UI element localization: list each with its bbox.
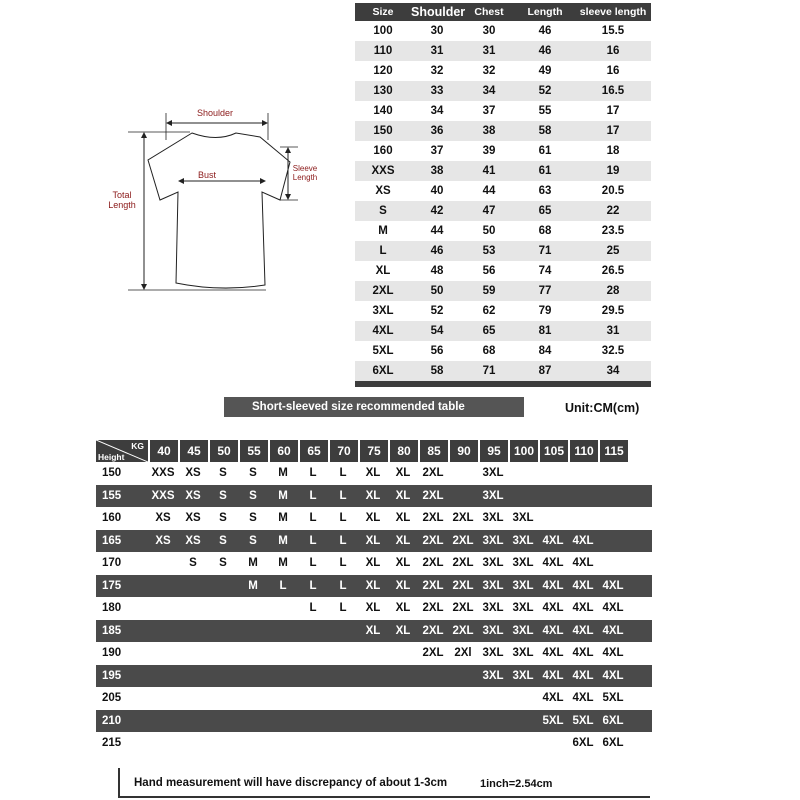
height-cell: 185 <box>102 624 122 637</box>
recommend-size-cell: S <box>219 489 227 502</box>
recommend-size-cell: 2XL <box>422 624 444 637</box>
size-cell-shoulder: 42 <box>430 205 444 217</box>
size-cell-chest: 44 <box>482 185 496 197</box>
recommend-size-cell: XS <box>185 534 201 547</box>
recommend-size-cell: 3XL <box>482 557 504 570</box>
size-cell-shoulder: 32 <box>430 65 444 77</box>
size-cell-length: 68 <box>538 225 552 237</box>
weight-header: 105 <box>538 440 568 462</box>
size-cell-sleeve-length: 16 <box>606 45 620 57</box>
recommend-size-cell: 2XL <box>422 467 444 480</box>
recommend-size-cell: 2XL <box>452 602 474 615</box>
height-cell: 180 <box>102 602 122 615</box>
inch-conversion: 1inch=2.54cm <box>480 778 553 790</box>
size-cell-shoulder: 52 <box>430 305 444 317</box>
recommend-size-cell: 2XL <box>452 624 474 637</box>
size-row <box>355 221 651 241</box>
size-cell-chest: 47 <box>482 205 496 217</box>
recommend-size-cell: 4XL <box>542 557 564 570</box>
recommend-size-cell: 2Xl <box>454 647 472 660</box>
recommend-size-cell: XL <box>395 557 411 570</box>
recommend-size-cell: 4XL <box>542 669 564 682</box>
size-row <box>355 181 651 201</box>
total-length-label <box>103 190 141 210</box>
header-size: Size <box>372 6 394 18</box>
recommend-size-cell: 2XL <box>452 534 474 547</box>
size-row <box>355 121 651 141</box>
recommend-size-cell: 3XL <box>482 467 504 480</box>
size-cell-length: 74 <box>538 265 552 277</box>
weight-header: 95 <box>478 440 508 462</box>
recommend-header-row <box>96 440 652 462</box>
recommend-row <box>96 552 652 575</box>
size-row <box>355 241 651 261</box>
recommend-table-banner: Short-sleeved size recommended table <box>224 397 524 417</box>
size-cell-sleeve-length: 34 <box>606 365 620 377</box>
recommend-size-cell: 4XL <box>572 579 594 592</box>
recommend-size-cell: S <box>249 489 257 502</box>
recommend-size-cell: M <box>248 579 258 592</box>
recommend-row <box>96 575 652 598</box>
recommend-size-cell: 3XL <box>482 647 504 660</box>
size-cell-shoulder: 40 <box>430 185 444 197</box>
recommend-size-cell: 4XL <box>542 624 564 637</box>
recommend-size-cell: S <box>189 557 197 570</box>
recommend-size-cell: 4XL <box>542 692 564 705</box>
recommend-size-cell: 2XL <box>422 647 444 660</box>
recommend-size-cell: 4XL <box>542 534 564 547</box>
size-cell-chest: 31 <box>482 45 496 57</box>
corner-kg: KG <box>131 441 144 451</box>
height-cell: 215 <box>102 737 122 750</box>
recommend-size-cell: 4XL <box>572 624 594 637</box>
size-cell-shoulder: 48 <box>430 265 444 277</box>
size-cell-sleeve-length: 28 <box>606 285 620 297</box>
height-cell: 170 <box>102 557 122 570</box>
size-cell-sleeve-length: 17 <box>606 105 620 117</box>
size-cell-sleeve-length: 32.5 <box>601 345 625 357</box>
recommend-size-cell: M <box>278 467 288 480</box>
size-cell-sleeve-length: 23.5 <box>601 225 625 237</box>
size-cell-length: 77 <box>538 285 552 297</box>
recommend-size-cell: M <box>278 512 288 525</box>
size-cell-chest: 37 <box>482 105 496 117</box>
size-cell-size: 140 <box>373 105 393 117</box>
size-cell-shoulder: 33 <box>430 85 444 97</box>
header-shoulder: Shoulder <box>411 5 466 19</box>
recommend-size-cell: L <box>339 489 347 502</box>
height-cell: 165 <box>102 534 122 547</box>
size-cell-length: 58 <box>538 125 552 137</box>
size-row <box>355 281 651 301</box>
recommend-size-cell: 4XL <box>602 602 624 615</box>
recommend-size-cell: S <box>219 512 227 525</box>
recommend-size-cell: 4XL <box>572 534 594 547</box>
size-cell-chest: 56 <box>482 265 496 277</box>
size-cell-chest: 65 <box>482 325 496 337</box>
corner-cell <box>96 440 148 462</box>
height-cell: 205 <box>102 692 122 705</box>
size-cell-length: 87 <box>538 365 552 377</box>
size-cell-chest: 50 <box>482 225 496 237</box>
size-row <box>355 101 651 121</box>
weight-header: 65 <box>298 440 328 462</box>
recommend-row <box>96 732 652 755</box>
sleeve-label-line2: Length <box>292 173 318 182</box>
recommend-size-cell: 2XL <box>422 534 444 547</box>
size-cell-length: 55 <box>538 105 552 117</box>
size-cell-chest: 68 <box>482 345 496 357</box>
recommend-size-cell: XL <box>365 489 381 502</box>
weight-header: 100 <box>508 440 538 462</box>
recommend-row <box>96 687 652 710</box>
recommend-size-cell: XL <box>365 602 381 615</box>
size-cell-shoulder: 38 <box>430 165 444 177</box>
size-cell-sleeve-length: 17 <box>606 125 620 137</box>
sleeve-length-label <box>290 164 320 182</box>
recommend-size-cell: 6XL <box>602 714 624 727</box>
recommend-size-cell: XL <box>365 534 381 547</box>
size-cell-chest: 32 <box>482 65 496 77</box>
size-cell-chest: 62 <box>482 305 496 317</box>
recommend-size-cell: XL <box>395 467 411 480</box>
size-cell-sleeve-length: 16 <box>606 65 620 77</box>
recommend-size-cell: 4XL <box>602 669 624 682</box>
recommend-size-cell: 3XL <box>512 602 534 615</box>
recommend-size-cell: 2XL <box>422 512 444 525</box>
recommend-size-cell: 4XL <box>572 647 594 660</box>
weight-header: 90 <box>448 440 478 462</box>
recommend-size-cell: XL <box>395 534 411 547</box>
size-cell-length: 79 <box>538 305 552 317</box>
size-cell-size: 100 <box>373 25 393 37</box>
size-row <box>355 361 651 381</box>
recommend-size-cell: S <box>219 467 227 480</box>
size-cell-sleeve-length: 29.5 <box>601 305 625 317</box>
size-row <box>355 341 651 361</box>
recommend-size-cell: 4XL <box>572 602 594 615</box>
recommend-size-cell: 2XL <box>422 489 444 502</box>
weight-header: 40 <box>148 440 178 462</box>
size-cell-chest: 71 <box>482 365 496 377</box>
recommend-size-cell: 5XL <box>572 714 594 727</box>
recommend-size-cell: 2XL <box>452 579 474 592</box>
recommend-size-cell: 2XL <box>422 557 444 570</box>
size-chart-header <box>355 3 651 21</box>
recommend-size-cell: L <box>339 512 347 525</box>
recommend-size-cell: 3XL <box>482 512 504 525</box>
recommend-size-cell: 4XL <box>572 669 594 682</box>
recommend-size-cell: XXS <box>151 467 175 480</box>
recommend-size-cell: XXS <box>151 489 175 502</box>
size-cell-shoulder: 54 <box>430 325 444 337</box>
size-cell-size: M <box>378 225 388 237</box>
size-row <box>355 81 651 101</box>
recommend-size-cell: S <box>249 467 257 480</box>
corner-height: Height <box>98 452 125 462</box>
recommend-size-cell: L <box>309 557 317 570</box>
recommend-size-cell: 2XL <box>422 602 444 615</box>
size-chart-body <box>355 21 651 381</box>
unit-label: Unit:CM(cm) <box>565 401 640 415</box>
recommend-size-cell: M <box>278 489 288 502</box>
size-cell-sleeve-length: 22 <box>606 205 620 217</box>
size-cell-size: 3XL <box>372 305 394 317</box>
size-row <box>355 261 651 281</box>
weight-header: 110 <box>568 440 598 462</box>
sleeve-label-line1: Sleeve <box>292 164 318 173</box>
size-cell-size: 6XL <box>372 365 394 377</box>
header-length: Length <box>527 6 563 18</box>
recommend-size-cell: 4XL <box>542 579 564 592</box>
recommend-size-cell: S <box>219 534 227 547</box>
recommend-size-cell: 3XL <box>482 624 504 637</box>
size-chart-bottom-bar <box>355 381 651 387</box>
size-cell-shoulder: 44 <box>430 225 444 237</box>
recommend-size-cell: 3XL <box>512 669 534 682</box>
recommend-size-cell: XS <box>185 467 201 480</box>
recommend-size-cell: 2XL <box>422 579 444 592</box>
size-cell-chest: 30 <box>482 25 496 37</box>
recommend-size-cell: 4XL <box>542 602 564 615</box>
size-row <box>355 321 651 341</box>
size-cell-size: 130 <box>373 85 393 97</box>
recommend-size-cell: XS <box>185 489 201 502</box>
recommend-row <box>96 530 652 553</box>
recommend-size-cell: M <box>278 557 288 570</box>
size-cell-shoulder: 50 <box>430 285 444 297</box>
size-cell-length: 49 <box>538 65 552 77</box>
size-cell-sleeve-length: 19 <box>606 165 620 177</box>
size-cell-shoulder: 30 <box>430 25 444 37</box>
recommend-size-cell: XL <box>395 512 411 525</box>
recommend-size-cell: L <box>339 557 347 570</box>
total-label-line2: Length <box>108 200 136 210</box>
recommend-size-cell: L <box>279 579 287 592</box>
size-cell-length: 61 <box>538 165 552 177</box>
size-cell-length: 63 <box>538 185 552 197</box>
size-cell-chest: 38 <box>482 125 496 137</box>
size-row <box>355 41 651 61</box>
size-cell-size: 2XL <box>372 285 394 297</box>
size-cell-sleeve-length: 20.5 <box>601 185 625 197</box>
recommend-size-cell: XS <box>155 512 171 525</box>
recommend-size-cell: XS <box>185 512 201 525</box>
size-row <box>355 301 651 321</box>
size-cell-chest: 59 <box>482 285 496 297</box>
size-cell-chest: 34 <box>482 85 496 97</box>
size-cell-size: 120 <box>373 65 393 77</box>
recommend-size-cell: XL <box>365 557 381 570</box>
size-cell-length: 46 <box>538 45 552 57</box>
size-row <box>355 21 651 41</box>
size-recommend-table <box>96 440 652 755</box>
recommend-size-cell: XL <box>395 579 411 592</box>
recommend-row <box>96 642 652 665</box>
size-cell-length: 71 <box>538 245 552 257</box>
size-cell-size: 150 <box>373 125 393 137</box>
header-sleeve-length: sleeve length <box>579 6 647 18</box>
size-cell-length: 46 <box>538 25 552 37</box>
size-row <box>355 141 651 161</box>
recommend-row <box>96 485 652 508</box>
recommend-size-cell: 3XL <box>512 534 534 547</box>
tshirt-diagram <box>100 100 330 300</box>
recommend-size-cell: 3XL <box>512 579 534 592</box>
size-cell-size: 110 <box>373 45 393 57</box>
size-cell-sleeve-length: 15.5 <box>601 25 625 37</box>
recommend-size-cell: L <box>339 534 347 547</box>
recommend-row <box>96 462 652 485</box>
recommend-size-cell: S <box>249 512 257 525</box>
discrepancy-note: Hand measurement will have discrepancy of about 1-3cm <box>134 777 448 789</box>
recommend-size-cell: 4XL <box>602 647 624 660</box>
height-cell: 155 <box>102 489 122 502</box>
recommend-size-cell: XL <box>365 512 381 525</box>
recommend-row <box>96 620 652 643</box>
size-cell-size: 160 <box>373 145 393 157</box>
size-cell-length: 81 <box>538 325 552 337</box>
size-cell-shoulder: 31 <box>430 45 444 57</box>
weight-header: 115 <box>598 440 628 462</box>
weight-header: 55 <box>238 440 268 462</box>
recommend-row <box>96 597 652 620</box>
recommend-size-cell: XL <box>395 602 411 615</box>
height-cell: 210 <box>102 714 122 727</box>
recommend-size-cell: L <box>339 602 347 615</box>
size-cell-shoulder: 58 <box>430 365 444 377</box>
recommend-size-cell: 2XL <box>452 512 474 525</box>
recommend-size-cell: 4XL <box>572 692 594 705</box>
size-cell-length: 65 <box>538 205 552 217</box>
recommend-size-cell: 3XL <box>482 602 504 615</box>
recommend-size-cell: XL <box>395 624 411 637</box>
recommend-size-cell: 6XL <box>602 737 624 750</box>
recommend-size-cell: 5XL <box>542 714 564 727</box>
size-cell-sleeve-length: 31 <box>606 325 620 337</box>
recommend-size-cell: XS <box>155 534 171 547</box>
recommend-size-cell: 3XL <box>512 512 534 525</box>
weight-header: 70 <box>328 440 358 462</box>
size-row <box>355 61 651 81</box>
recommend-size-cell: 3XL <box>512 647 534 660</box>
height-cell: 175 <box>102 579 122 592</box>
recommend-size-cell: 3XL <box>512 624 534 637</box>
size-cell-size: XL <box>375 265 391 277</box>
size-cell-size: XXS <box>371 165 395 177</box>
measurement-note <box>118 768 650 798</box>
recommend-size-cell: 4XL <box>602 624 624 637</box>
size-cell-sleeve-length: 18 <box>606 145 620 157</box>
size-cell-shoulder: 36 <box>430 125 444 137</box>
recommend-size-cell: XL <box>365 579 381 592</box>
recommend-size-cell: 3XL <box>482 534 504 547</box>
recommend-size-cell: L <box>309 602 317 615</box>
weight-header: 80 <box>388 440 418 462</box>
recommend-size-cell: 3XL <box>482 579 504 592</box>
size-cell-chest: 53 <box>482 245 496 257</box>
bust-label: Bust <box>197 170 216 180</box>
height-cell: 190 <box>102 647 122 660</box>
size-cell-chest: 41 <box>482 165 496 177</box>
recommend-size-cell: 3XL <box>482 669 504 682</box>
recommend-row <box>96 507 652 530</box>
height-cell: 150 <box>102 467 122 480</box>
recommend-size-cell: L <box>339 579 347 592</box>
recommend-size-cell: M <box>248 557 258 570</box>
height-cell: 160 <box>102 512 122 525</box>
recommend-row <box>96 665 652 688</box>
recommend-size-cell: 4XL <box>542 647 564 660</box>
size-cell-sleeve-length: 16.5 <box>601 85 625 97</box>
recommend-size-cell: 6XL <box>572 737 594 750</box>
recommend-size-cell: L <box>339 467 347 480</box>
recommend-size-cell: 3XL <box>512 557 534 570</box>
recommend-size-cell: 4XL <box>572 557 594 570</box>
size-cell-length: 61 <box>538 145 552 157</box>
recommend-size-cell: 3XL <box>482 489 504 502</box>
weight-header: 50 <box>208 440 238 462</box>
size-chart-table <box>355 3 651 387</box>
size-cell-size: L <box>379 245 387 257</box>
size-cell-shoulder: 34 <box>430 105 444 117</box>
size-row <box>355 161 651 181</box>
recommend-row <box>96 710 652 733</box>
recommend-size-cell: 5XL <box>602 692 624 705</box>
size-cell-chest: 39 <box>482 145 496 157</box>
shoulder-label: Shoulder <box>196 108 234 118</box>
size-cell-length: 52 <box>538 85 552 97</box>
total-label-line1: Total <box>112 190 132 200</box>
size-cell-size: 5XL <box>372 345 394 357</box>
size-cell-size: S <box>379 205 387 217</box>
size-cell-length: 84 <box>538 345 552 357</box>
size-cell-sleeve-length: 25 <box>606 245 620 257</box>
recommend-size-cell: XL <box>395 489 411 502</box>
header-chest: Chest <box>474 6 504 18</box>
recommend-size-cell: L <box>309 489 317 502</box>
size-cell-size: 4XL <box>372 325 394 337</box>
recommend-size-cell: S <box>219 557 227 570</box>
recommend-size-cell: L <box>309 579 317 592</box>
recommend-size-cell: L <box>309 467 317 480</box>
recommend-size-cell: 2XL <box>452 557 474 570</box>
recommend-size-cell: 4XL <box>602 579 624 592</box>
size-cell-sleeve-length: 26.5 <box>601 265 625 277</box>
recommend-size-cell: L <box>309 534 317 547</box>
height-cell: 195 <box>102 669 122 682</box>
recommend-size-cell: M <box>278 534 288 547</box>
size-cell-size: XS <box>375 185 391 197</box>
size-cell-shoulder: 46 <box>430 245 444 257</box>
weight-header: 45 <box>178 440 208 462</box>
recommend-body <box>96 462 652 755</box>
weight-header: 85 <box>418 440 448 462</box>
size-row <box>355 201 651 221</box>
recommend-size-cell: XL <box>365 624 381 637</box>
recommend-size-cell: XL <box>365 467 381 480</box>
recommend-size-cell: S <box>249 534 257 547</box>
size-cell-shoulder: 37 <box>430 145 444 157</box>
recommend-size-cell: L <box>309 512 317 525</box>
size-cell-shoulder: 56 <box>430 345 444 357</box>
weight-header: 75 <box>358 440 388 462</box>
weight-header: 60 <box>268 440 298 462</box>
